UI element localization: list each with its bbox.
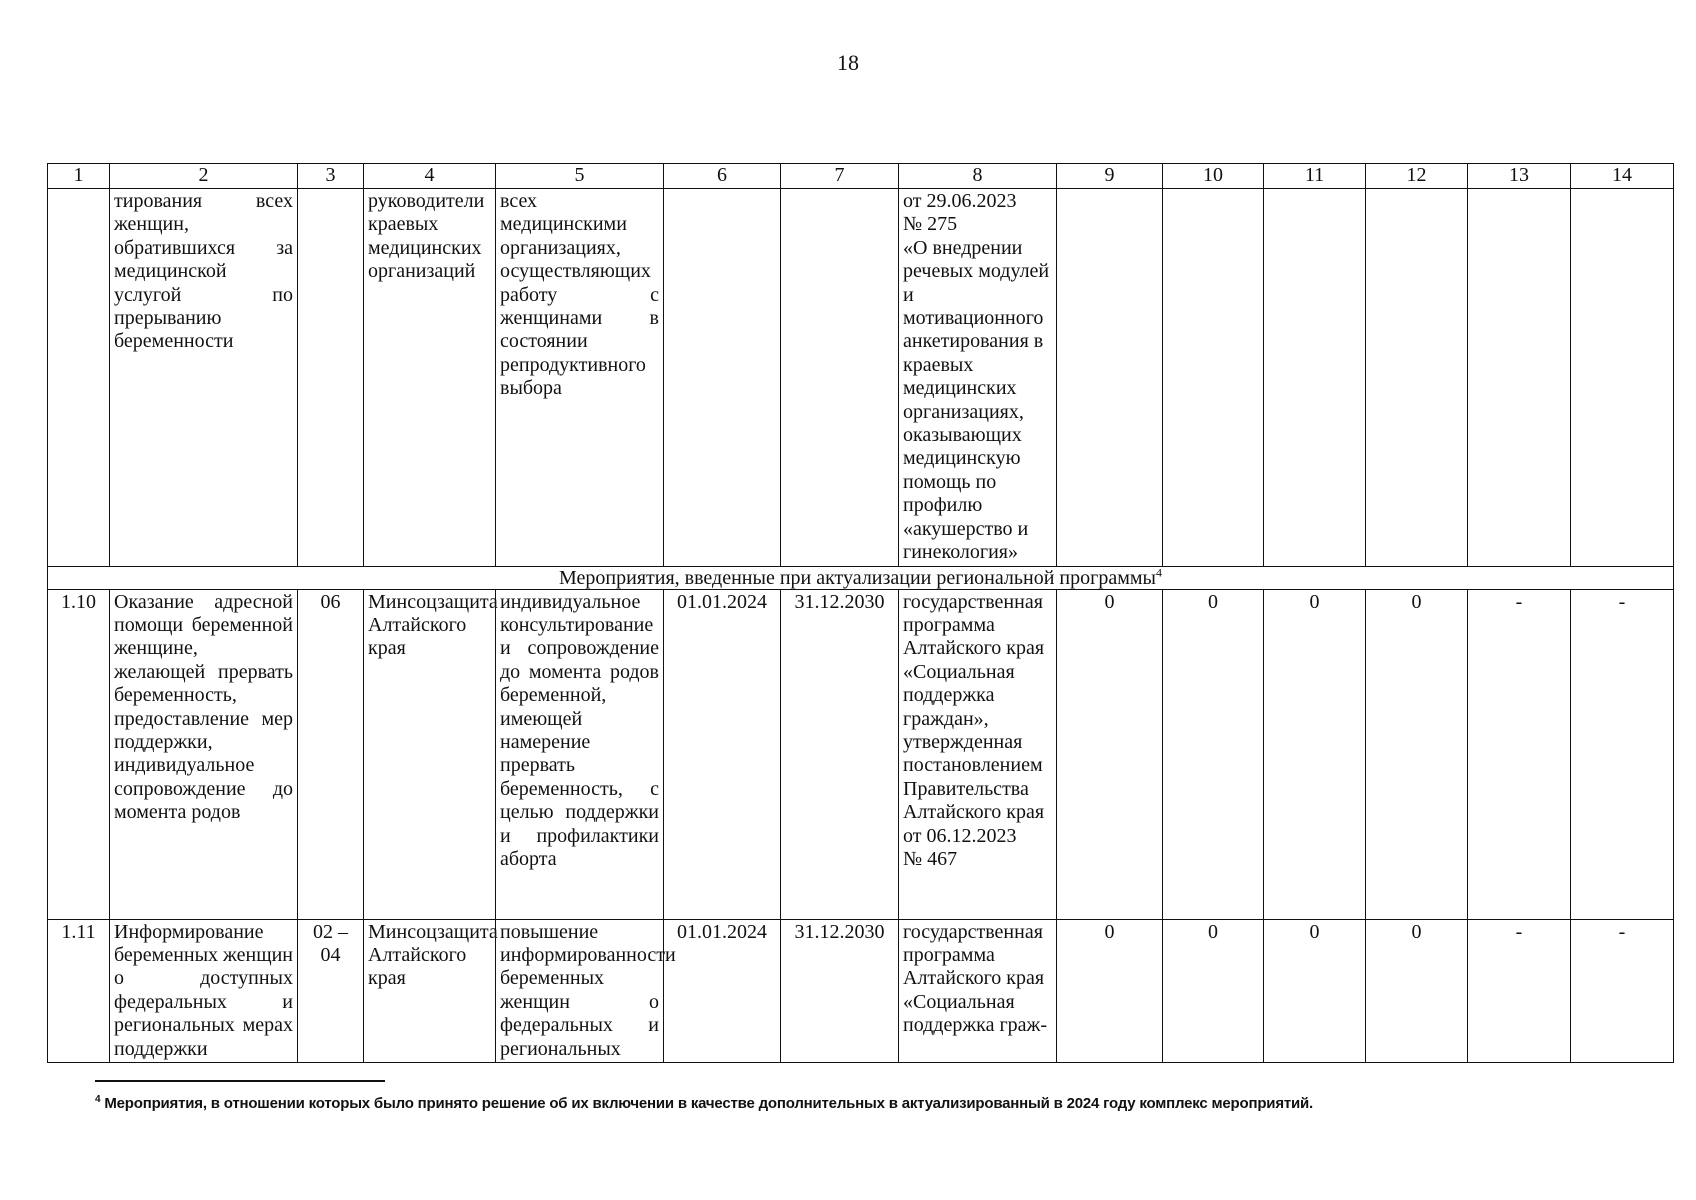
column-number: 11 — [1264, 164, 1366, 189]
cell-value: - — [1468, 589, 1571, 919]
cell-number: 1.10 — [48, 589, 110, 919]
cell-number: 1.11 — [48, 919, 110, 1062]
cell-value: 0 — [1366, 589, 1468, 919]
page-number: 18 — [837, 50, 859, 75]
cell-executor: Минсоцзащита Алтайского края — [364, 589, 496, 919]
cell-value — [1264, 189, 1366, 567]
table-row — [48, 589, 1674, 919]
cell-value — [1366, 189, 1468, 567]
cell-start-date: 01.01.2024 — [664, 589, 781, 919]
column-number: 6 — [664, 164, 781, 189]
cell-value — [1571, 189, 1674, 567]
column-number: 10 — [1163, 164, 1264, 189]
cell-result: всех медицинскими организациях, осуществляющих работу с женщинами в состоянии репродуктивного выбора — [496, 189, 664, 567]
cell-end-date: 31.12.2030 — [781, 589, 899, 919]
column-number: 9 — [1057, 164, 1163, 189]
cell-start-date — [664, 189, 781, 567]
cell-measure: тирования всех женщин, обратившихся за медицинской услугой по прерыванию беременности — [110, 189, 298, 567]
cell-document: от 29.06.2023 № 275 «О внедрении речевых модулей и мотивационного анкетирования в краевых медицинских организациях, оказывающих медицинскую помощь по профилю «акушерство и гинекология» — [899, 189, 1057, 567]
cell-number — [48, 189, 110, 567]
cell-value: 0 — [1264, 919, 1366, 1062]
cell-value — [1468, 189, 1571, 567]
cell-result: повышение информированности беременных женщин о федеральных и региональных — [496, 919, 664, 1062]
cell-document: государственная программа Алтайского края «Социальная поддержка граж- — [899, 919, 1057, 1062]
column-number: 13 — [1468, 164, 1571, 189]
cell-end-date — [781, 189, 899, 567]
cell-executor: Минсоцзащита Алтайского края — [364, 919, 496, 1062]
column-number: 8 — [899, 164, 1057, 189]
column-number: 12 — [1366, 164, 1468, 189]
column-number: 2 — [110, 164, 298, 189]
cell-value: 0 — [1057, 919, 1163, 1062]
cell-value: 0 — [1163, 589, 1264, 919]
section-row — [48, 566, 1674, 589]
cell-document: государственная программа Алтайского края «Социальная поддержка граждан», утвержденная постановлением Правительства Алтайского края от 06.12.2023 № 467 — [899, 589, 1057, 919]
column-number: 7 — [781, 164, 899, 189]
table-row-continued — [48, 189, 1674, 567]
cell-value: 0 — [1366, 919, 1468, 1062]
footnote — [95, 1095, 1655, 1112]
column-number-row — [48, 164, 1674, 189]
footnote-divider — [95, 1080, 385, 1082]
footnote-mark: 4 — [95, 1094, 101, 1105]
table-row — [48, 919, 1674, 1062]
cell-value: 0 — [1057, 589, 1163, 919]
column-number: 4 — [364, 164, 496, 189]
cell-measure: Информирование беременных женщин о доступных федеральных и региональных мерах поддержки — [110, 919, 298, 1062]
footnote-text: Мероприятия, в отношении которых было принято решение об их включении в качестве дополнительных в актуализированный в 2024 году комплекс мероприятий. — [100, 1095, 1314, 1112]
footnote-mark: 4 — [1155, 564, 1162, 579]
cell-result: индивидуальное консультирование и сопровождение до момента родов беременной, имеющей намерение прервать беременность, с целью поддержки и профилактики аборта — [496, 589, 664, 919]
cell-value: - — [1571, 919, 1674, 1062]
cell-end-date: 31.12.2030 — [781, 919, 899, 1062]
section-title: Мероприятия, введенные при актуализации региональной программы — [559, 566, 1156, 589]
cell-code: 02 – 04 — [298, 919, 364, 1062]
cell-start-date: 01.01.2024 — [664, 919, 781, 1062]
cell-value: 0 — [1264, 589, 1366, 919]
cell-value: - — [1571, 589, 1674, 919]
column-number: 3 — [298, 164, 364, 189]
column-number: 14 — [1571, 164, 1674, 189]
cell-executor: руководители краевых медицинских организаций — [364, 189, 496, 567]
cell-value: - — [1468, 919, 1571, 1062]
cell-value: 0 — [1163, 919, 1264, 1062]
column-number: 1 — [48, 164, 110, 189]
column-number: 5 — [496, 164, 664, 189]
section-title-cell — [48, 566, 1674, 589]
cell-value — [1057, 189, 1163, 567]
cell-value — [1163, 189, 1264, 567]
measures-table — [47, 163, 1674, 1063]
cell-code: 06 — [298, 589, 364, 919]
cell-code — [298, 189, 364, 567]
cell-measure: Оказание адресной помощи беременной женщине, желающей прервать беременность, предоставление мер поддержки, индивидуальное сопровождение до момента родов — [110, 589, 298, 919]
